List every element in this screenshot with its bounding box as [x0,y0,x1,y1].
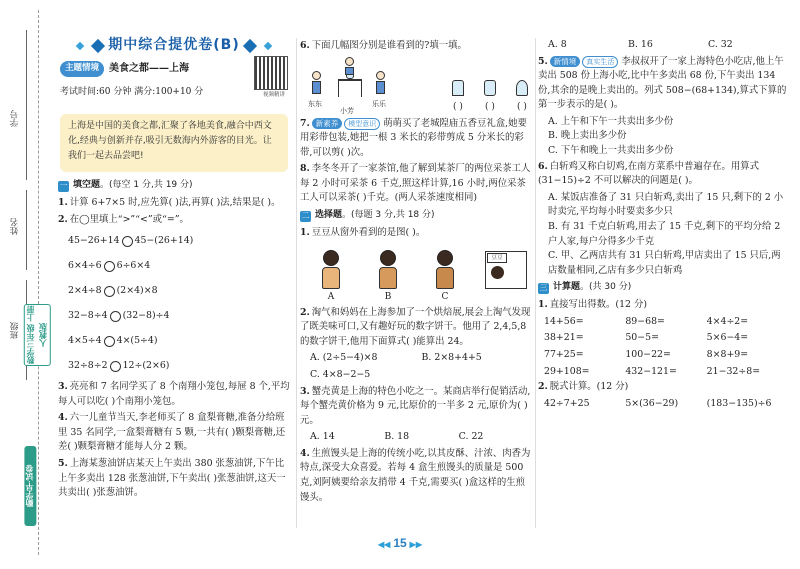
question-4 [58,411,293,455]
option-row [300,368,533,383]
calc-item[interactable]: 50−5= [625,332,659,344]
question-number: 4. [58,412,68,424]
question-text: 上海某葱油饼店某天上午卖出 380 张葱油饼,下午比上午多卖出 128 张葱油饼,下午卖出( )张葱油饼,这天一共卖出( )张葱油饼。 [58,458,286,499]
cup-view-icon [516,80,528,96]
option-c[interactable]: C. 32 [708,39,733,50]
diamond-icon [91,39,105,53]
calc-item[interactable]: (183−135)÷6 [706,397,772,409]
section-fill-blank [58,178,293,194]
view-figure [310,57,533,115]
option-b[interactable]: B. 18 [384,431,410,443]
option-label: B [384,291,392,302]
title-row [60,36,288,56]
page-number [372,534,428,553]
option-b[interactable]: B. 2×8+4+5 [421,352,482,364]
option-a[interactable]: A. 8 [548,39,567,50]
answer-blank[interactable]: ( ) [485,101,495,112]
question-text: 生煎馒头是上海的传统小吃,以其皮酥、汁浓、肉香为特点,深受大众喜爱。若每 4 盒生煎馒头的质量是 500 克,刘阿姨要给亲友捎带 4 千克,需要买( )盒这样的生煎馒头。 [300,447,531,503]
choice-3 [300,385,533,429]
question-5 [58,457,293,501]
compare-left: 32÷8÷2 [68,360,108,372]
question-number: 1. [58,197,68,208]
question-number: 2. [538,381,548,393]
calc-question-2 [538,380,788,395]
section-title: 选择题 [315,210,343,221]
question-number: 6. [300,40,310,51]
section-number: 三 [539,283,548,293]
question-6 [300,39,533,54]
option-label: A [327,291,335,302]
oral-calc-grid [538,315,788,379]
option-b[interactable] [371,250,405,305]
class-label: 班级 [9,322,19,339]
question-text: 萌萌买了老城隍庙五香豆礼盒,她要用彩带包装,她把一根 3 米长的彩带剪成 5 分米长的彩带,可以剪( )次。 [300,117,527,158]
calc-item[interactable]: 100−22= [625,348,671,360]
question-text: 李叔叔开了一家上海特色小吃店,他上午卖出 508 份上海小吃,比中午多卖出 68 份,下午卖出 134 份,其余的是晚上卖出的。列式 508−(68+134),算式下算的第一步表示的是( )。 [538,55,787,111]
name-line [26,190,27,270]
calc-item[interactable]: 5×(36−29) [625,397,679,409]
student-id-line [26,30,27,180]
table-icon [338,79,362,97]
page-number-value: 15 [393,536,407,550]
option-b[interactable]: B. 有 31 千克白斩鸡,用去了 15 千克,剩下的平均分给 2 户人家,每户分得多少千克 [548,220,781,247]
new-context-tag: 新情境 [550,56,581,67]
option-a[interactable] [314,250,348,305]
question-number: 7. [300,117,310,129]
option-b[interactable]: B. 晚上卖出多少份 [548,130,627,142]
choice-5 [538,55,788,113]
question-1 [58,196,293,211]
model-tag: 模型意识 [344,118,380,130]
compare-right: (2×4)×8 [116,285,158,297]
compare-right: 4×(5÷4) [116,335,158,347]
brand-logo-badge: 勤学早·试卷 [24,446,36,526]
question-text: 六一儿童节当天,李老师买了 8 盒梨膏糖,准备分给班里 35 名同学,一盒梨膏糖有 5 颗,一共有( )颗梨膏糖,还差( )颗梨膏糖才能每人分 2 颗。 [58,412,286,453]
compare-list [58,229,293,379]
cup-view-icon [484,80,496,96]
window-figure [314,245,527,305]
person-label-lele: 乐乐 [372,99,386,108]
calc-item[interactable]: 8×8+9= [706,348,749,360]
choice-1 [300,226,533,241]
calc-item[interactable]: 29+108= [544,365,590,377]
view-option [479,80,501,115]
question-text: 下面几幅图分别是谁看到的?填一填。 [311,40,467,51]
person-icon [376,71,386,94]
step-calc-grid [538,397,788,412]
left-arrow-icon: ◀◀ [378,540,391,549]
person-label-dongdong: 东东 [308,99,322,108]
column-divider [535,38,536,528]
theme-title: 美食之都——上海 [109,63,190,75]
scene-illustration [310,59,390,115]
answer-circle[interactable] [122,236,133,247]
theme-badge: 主题情境 [60,61,104,76]
question-text: 李冬冬开了一家茶馆,他了解到某茶厂的两位采茶工人每 2 小时可采茶 6 千克,照这样计算,16 小时,两位采茶工人可以采茶( )千克。(两人采茶速度相同) [300,163,531,204]
compare-item [58,254,293,279]
question-number: 2. [58,213,68,225]
option-b[interactable]: B. 16 [628,39,653,50]
question-text: 豆豆从窗外看到的是图( )。 [311,227,426,239]
question-text: 直接写出得数。(12 分) [549,299,648,311]
diamond-icon [263,42,271,50]
question-2 [58,213,293,228]
right-arrow-icon: ▶▶ [409,540,422,549]
window-sign: 豆豆 [487,253,507,263]
student-id-label: 学号 [9,110,19,127]
name-label: 姓名 [9,218,19,235]
qr-code-icon[interactable] [254,56,288,90]
question-number: 5. [538,55,548,67]
compare-left: 32−8÷4 [68,310,108,322]
question-number: 6. [538,160,548,172]
compare-right: (32−8)÷4 [122,310,170,322]
column-2 [300,38,533,507]
compare-item [58,304,293,329]
section-title: 填空题 [73,180,101,191]
option-a[interactable]: A. 14 [310,431,335,443]
answer-circle[interactable] [104,336,115,347]
compare-left: 2×4÷8 [68,285,102,297]
question-number: 1. [300,227,310,239]
question-text: 脱式计算。(12 分) [549,381,629,393]
calc-item[interactable]: 42÷7+25 [544,397,590,409]
question-number: 4. [300,447,310,459]
view-option [511,80,533,115]
compare-left: 45−26+14 [68,235,120,247]
real-life-tag: 真实生活 [582,56,618,68]
calc-item[interactable]: 89−68= [625,315,665,327]
compare-left: 4×5÷4 [68,335,102,347]
section-note: 。(每空 1 分,共 19 分) [100,180,193,191]
compare-right: 45−(26+14) [134,235,194,247]
column-1 [58,176,293,503]
option-a[interactable]: A. 某饭店准备了 31 只白斩鸡,卖出了 15 只,剩下的 2 小时卖完,平均每小时要卖多少只 [548,191,784,218]
section-calculation [538,280,788,296]
section-title: 计算题 [553,282,581,293]
option-c[interactable] [428,250,462,305]
window-illustration [485,251,527,289]
calc-item[interactable]: 5×6−4= [706,332,749,344]
question-number: 2. [300,306,310,318]
option-c[interactable]: C. 4×8−2−5 [310,368,371,380]
option-label: C [441,291,449,302]
section-number: 二 [301,210,310,220]
compare-item [58,354,293,379]
answer-blank[interactable]: ( ) [517,101,527,112]
option-c[interactable]: C. 甲、乙两店共有 31 只白斩鸡,甲店卖出了 15 只后,两店数量相同,乙店有多少只白斩鸡 [548,250,781,276]
new-literacy-tag: 新素养 [312,118,343,129]
question-text: 白斩鸡又称白切鸡,在南方菜系中普遍存在。用算式(31−15)÷2 不可以解决的问题是( )。 [538,160,760,187]
answer-circle[interactable] [104,286,115,297]
option-a[interactable]: A. (2÷5−4)×8 [310,352,378,364]
calc-item[interactable]: 4×4÷2= [706,315,749,327]
diamond-icon [243,39,257,53]
exam-title: 期中综合提优卷(B) [108,37,240,54]
section-choice [300,208,533,224]
question-number: 8. [300,163,310,175]
column-divider [296,38,297,528]
compare-left: 6×4÷6 [68,260,102,272]
brand-grade-badge: 数学三年级 上册 人教版 [24,304,51,366]
kid-face-icon [491,266,504,279]
compare-item [58,229,293,254]
question-number: 3. [58,381,68,393]
question-text: 在◯里填上“>”“<”或“=”。 [69,213,189,225]
calc-item[interactable]: 21−32÷8= [706,365,761,377]
option-c[interactable]: C. 22 [458,431,484,443]
question-text: 淘气和妈妈在上海参加了一个烘焙展,展会上淘气发现了既美味可口,又有趣好玩的数字饼干。他用了 2,4,5,8 的数字饼干,他用下面算式( )能算出 24。 [300,306,531,347]
section-note: 。(每题 3 分,共 18 分) [342,210,435,221]
intro-box: 上海是中国的美食之都,汇聚了各地美食,融合中西文化,经典与创新并存,吸引无数海内外游客的目光。让我们一起去品尝吧! [60,114,288,172]
question-8 [300,162,533,206]
diamond-icon [76,42,84,50]
question-text: 蟹壳黄是上海的特色小吃之一。某商店举行促销活动,每个蟹壳黄价格为 9 元,比原价的一半多 2 元,原价为( )元。 [300,385,531,426]
compare-item [58,329,293,354]
view-options [447,80,533,115]
calc-item[interactable]: 38+21= [544,332,584,344]
view-option [447,80,469,115]
answer-circle[interactable] [110,311,121,322]
brand-strip [24,300,48,550]
question-7 [300,117,533,161]
calc-item[interactable]: 432−121= [625,365,677,377]
answer-circle[interactable] [104,261,115,272]
exam-header [60,36,288,100]
option-row [300,430,533,445]
calc-question-1 [538,298,788,313]
question-number: 3. [300,385,310,397]
choice-6 [538,160,788,189]
option-row [300,351,533,366]
option-c[interactable]: C. 下午和晚上一共卖出多少份 [548,145,674,157]
compare-right: 6÷6×4 [116,260,151,272]
column-3 [538,38,788,412]
option-row [538,38,788,53]
question-number: 5. [58,458,68,470]
question-3 [58,380,293,409]
answer-blank[interactable]: ( ) [453,101,463,112]
qr-label: 视频精讲 [262,92,285,98]
answer-circle[interactable] [110,361,121,372]
option-a[interactable]: A. 上午和下午一共卖出多少份 [548,115,674,127]
section-number: 一 [59,180,68,190]
compare-item [58,279,293,304]
section-note: 。(共 30 分) [580,282,632,293]
cup-view-icon [452,80,464,96]
person-icon [312,71,322,94]
question-number: 1. [538,299,548,311]
choice-2 [300,306,533,350]
person-icon [345,57,355,75]
question-text: 亮亮和 7 名同学买了 8 个南翔小笼包,每屉 8 个,平均每人可以吃( )个南翔小笼包。 [58,381,290,407]
choice-4 [300,447,533,505]
calc-item[interactable]: 14+56= [544,315,584,327]
question-text: 计算 6+7×5 时,应先算( )法,再算( )法,结果是( )。 [69,197,281,208]
calc-item[interactable]: 77+25= [544,348,584,360]
compare-right: 12÷(2×6) [122,360,170,372]
person-label-xiaofang: 小芳 [340,106,354,115]
exam-info: 考试时间:60 分钟 满分:100+10 分 [60,87,204,97]
